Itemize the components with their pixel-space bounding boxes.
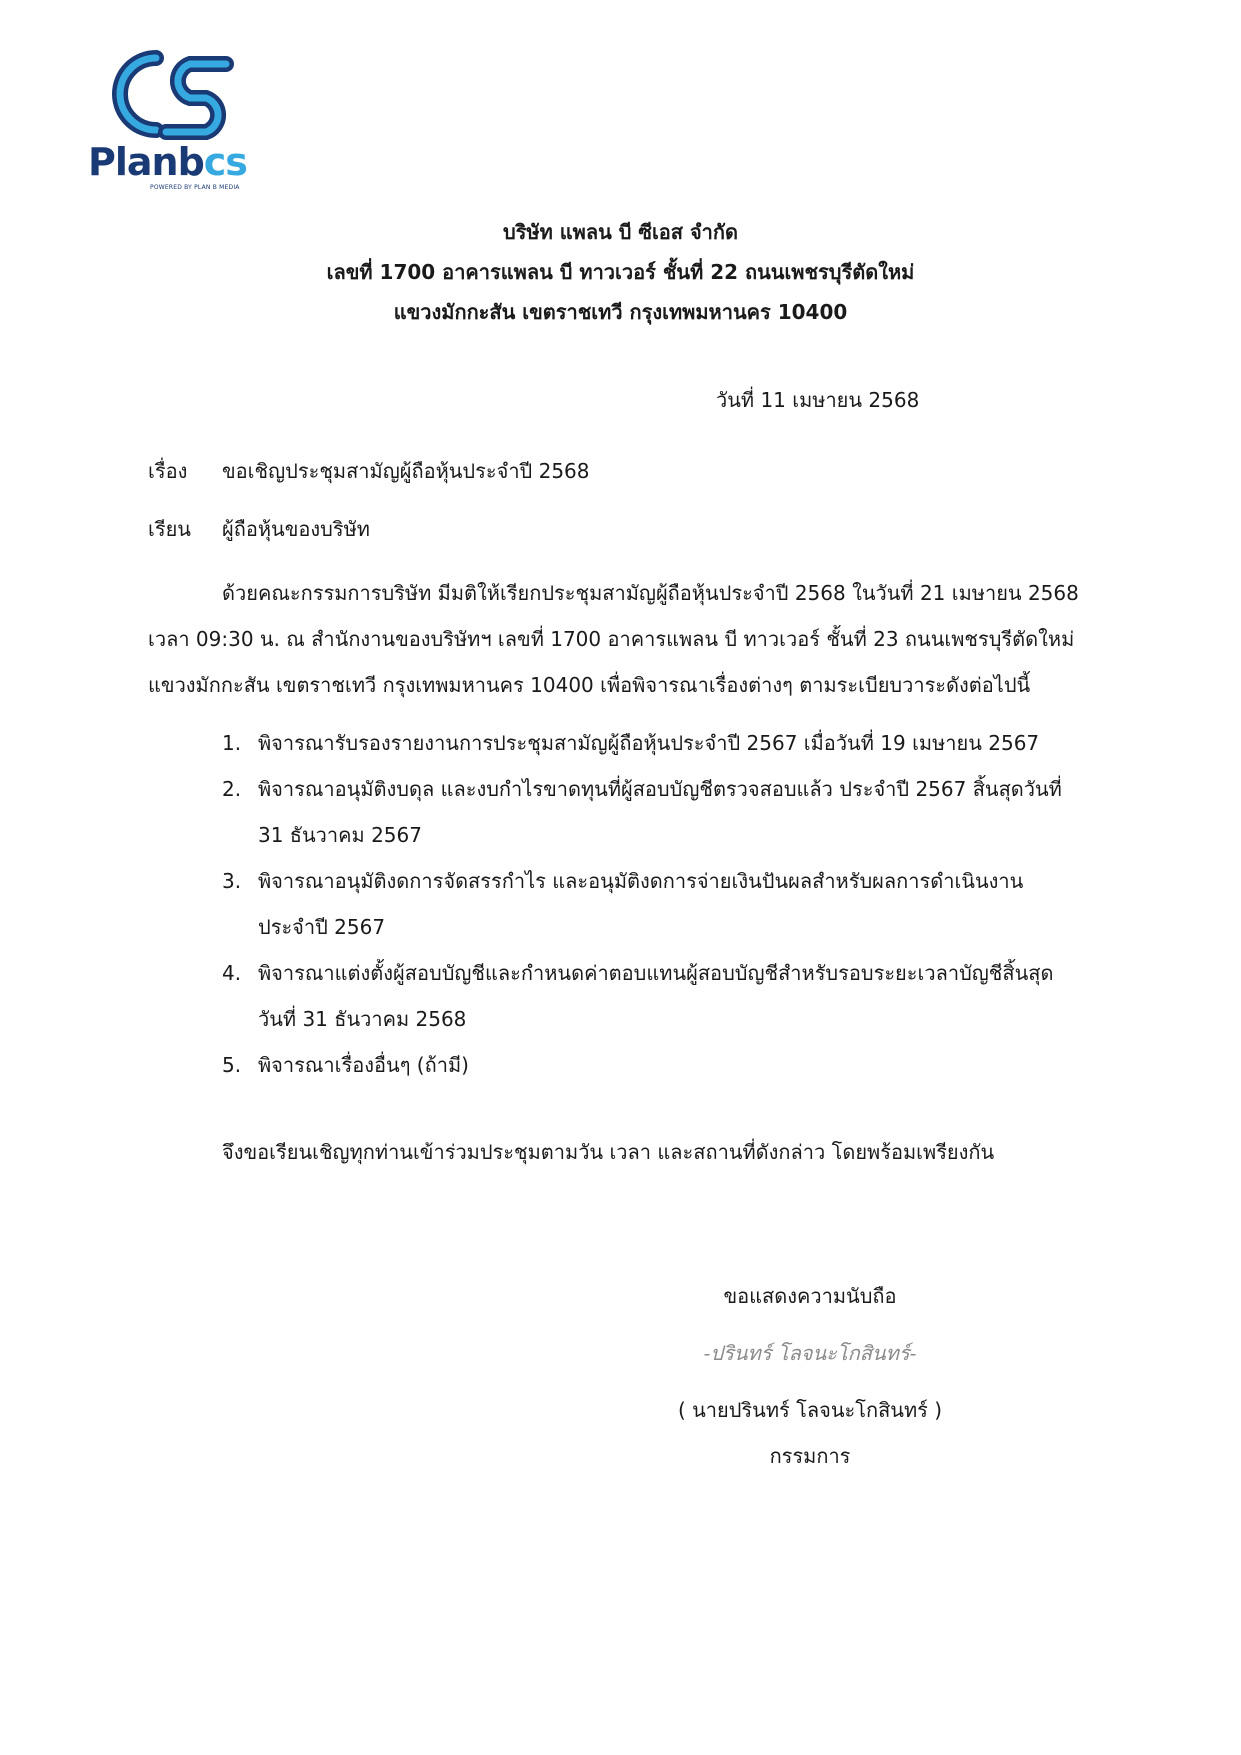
signer-title: กรรมการ [769,1444,851,1468]
body-line: เวลา 09:30 น. ณ สำนักงานของบริษัทฯ เลขที่ 1700 อาคารแพลน บี ทาวเวอร์ ชั้นที่ 23 ถนนเพชรบุรีตัดใหม่ [148,627,1075,651]
agenda-list [222,720,1132,1088]
agenda-item [222,1042,1132,1088]
logo-tagline: POWERED BY PLAN B MEDIA [150,184,240,191]
agenda-item [222,950,1132,1042]
subject-row [148,455,590,487]
agenda-text: พิจารณาเรื่องอื่นๆ (ถ้ามี) [258,1053,469,1077]
agenda-item [222,720,1132,766]
recipient-row [148,513,370,545]
regards-text: ขอแสดงความนับถือ [723,1284,897,1308]
agenda-item [222,858,1132,950]
agenda-number: 1. [222,731,242,755]
agenda-number: 2. [222,777,242,801]
agenda-text-cont: วันที่ 31 ธันวาคม 2568 [258,1007,467,1031]
subject-value: ขอเชิญประชุมสามัญผู้ถือหุ้นประจำปี 2568 [222,459,590,483]
agenda-text-cont: 31 ธันวาคม 2567 [258,823,422,847]
company-header [0,212,1241,332]
agenda-text-cont: ประจำปี 2567 [258,915,386,939]
logo-wordmark [88,140,247,184]
logo-word-b: b [177,140,204,184]
logo-word-plan: Plan [88,140,178,184]
agenda-text: พิจารณารับรองรายงานการประชุมสามัญผู้ถือหุ้นประจำปี 2567 เมื่อวันที่ 19 เมษายน 2567 [258,731,1040,755]
body-paragraph [148,570,1128,708]
agenda-number: 3. [222,869,242,893]
signer-name: ( นายปรินทร์ โลจนะโกสินทร์ ) [677,1398,943,1422]
company-address-line-2: แขวงมักกะสัน เขตราชเทวี กรุงเทพมหานคร 10400 [393,300,848,324]
agenda-text: พิจารณาอนุมัติงบดุล และงบกำไรขาดทุนที่ผู้สอบบัญชีตรวจสอบแล้ว ประจำปี 2567 สิ้นสุดวันที่ [258,777,1062,801]
agenda-number: 5. [222,1053,242,1077]
signature: -ปรินทร์ โลจนะโกสินทร์- [703,1341,917,1365]
body-line: ด้วยคณะกรรมการบริษัท มีมติให้เรียกประชุมสามัญผู้ถือหุ้นประจำปี 2568 ในวันที่ 21 เมษายน 2568 [222,581,1079,605]
body-line: แขวงมักกะสัน เขตราชเทวี กรุงเทพมหานคร 10400 เพื่อพิจารณาเรื่องต่างๆ ตามระเบียบวาระดังต่อไปนี้ [148,673,1031,697]
company-address-line-1: เลขที่ 1700 อาคารแพลน บี ทาวเวอร์ ชั้นที่ 22 ถนนเพชรบุรีตัดใหม่ [326,260,915,284]
agenda-text: พิจารณาอนุมัติงดการจัดสรรกำไร และอนุมัติงดการจ่ายเงินปันผลสำหรับผลการดำเนินงาน [258,869,1024,893]
agenda-number: 4. [222,961,242,985]
closing-paragraph: จึงขอเรียนเชิญทุกท่านเข้าร่วมประชุมตามวัน เวลา และสถานที่ดังกล่าว โดยพร้อมเพรียงกัน [222,1140,995,1164]
recipient-value: ผู้ถือหุ้นของบริษัท [222,517,370,541]
logo-word-cs: cs [203,140,247,184]
agenda-text: พิจารณาแต่งตั้งผู้สอบบัญชีและกำหนดค่าตอบแทนผู้สอบบัญชีสำหรับรอบระยะเวลาบัญชีสิ้นสุด [258,961,1054,985]
company-name: บริษัท แพลน บี ซีเอส จำกัด [502,220,739,244]
letter-date: วันที่ 11 เมษายน 2568 [716,388,920,412]
agenda-item [222,766,1132,858]
subject-label: เรื่อง [148,459,188,483]
recipient-label: เรียน [148,517,191,541]
